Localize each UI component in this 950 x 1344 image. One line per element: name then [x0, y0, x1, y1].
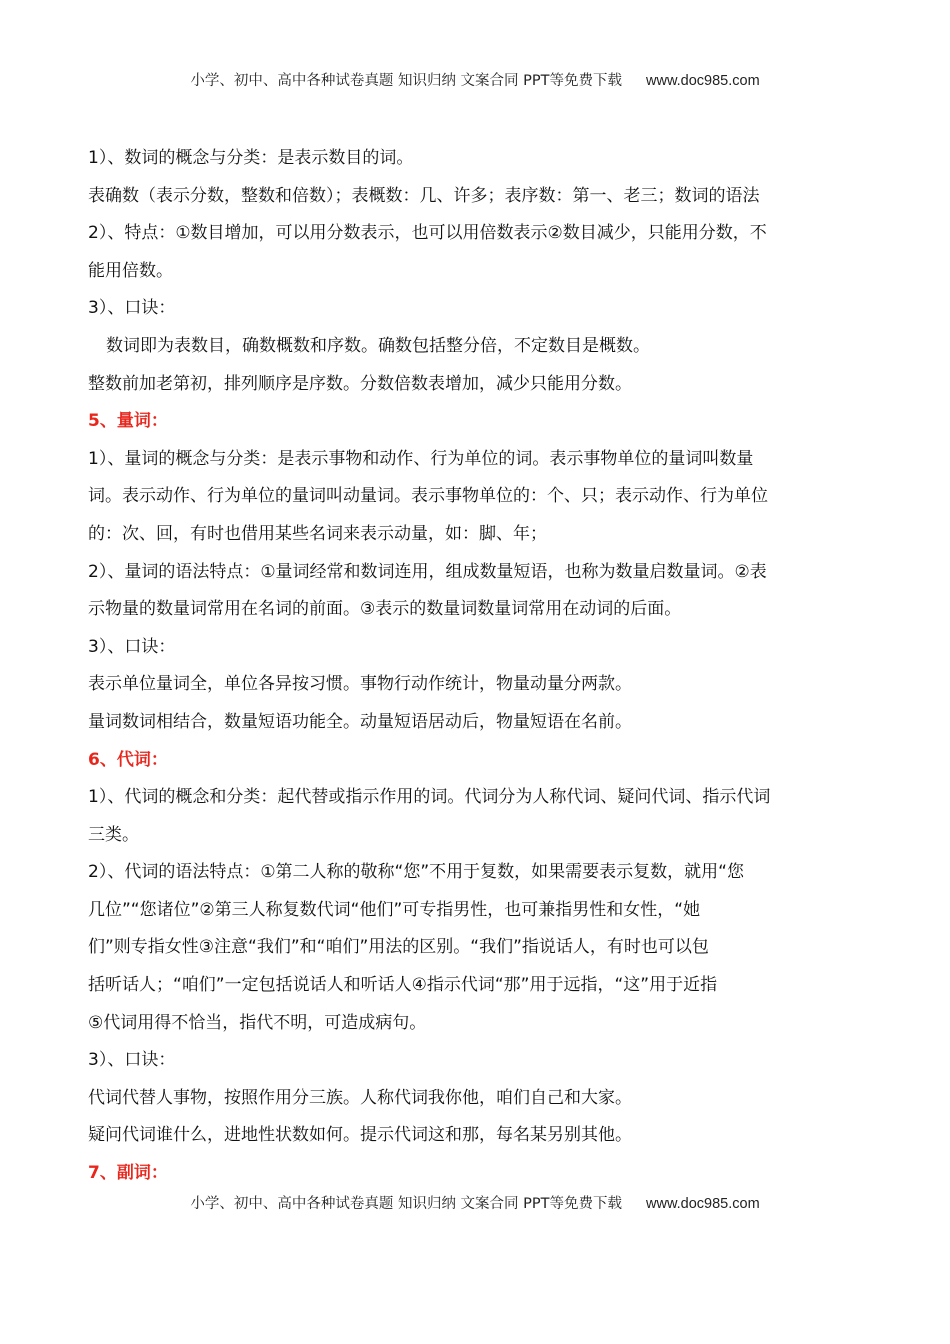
measure-mnemonic-line-1: 表示单位量词全，单位各异按习惯。事物行动作统计，物量动量分两款。: [88, 674, 632, 695]
measure-concept-line-2: 词。表示动作、行为单位的量词叫动量词。表示事物单位的：个、只；表示动作、行为单位: [88, 486, 768, 507]
footer-site-link[interactable]: www.doc985.com: [646, 1196, 760, 1212]
document-body: [88, 140, 864, 1193]
measure-concept-line-3: 的：次、回，有时也借用某些名词来表示动量，如：脚、年；: [88, 523, 547, 544]
header-text: 小学、初中、高中各种试卷真题 知识归纳 文案合同 PPT等免费下载: [190, 73, 623, 89]
pronoun-grammar-line-1: 2）、代词的语法特点：①第二人称的敬称“您”不用于复数，如果需要表示复数，就用“您: [88, 862, 744, 883]
measure-concept-line-1: 1）、量词的概念与分类：是表示事物和动作、行为单位的词。表示事物单位的量词叫数量: [88, 448, 754, 469]
numeral-features-line: 2）、特点：①数目增加，可以用分数表示，也可以用倍数表示②数目减少，只能用分数，不: [88, 223, 767, 244]
page-header: [0, 69, 950, 90]
measure-mnemonic-line-2: 量词数词相结合，数量短语功能全。动量短语居动后，物量短语在名前。: [88, 711, 632, 732]
section-heading-adverbs: 7、副词：: [88, 1163, 168, 1184]
numeral-types-line: 表确数（表示分数，整数和倍数）；表概数：几、许多；表序数：第一、老三；数词的语法: [88, 185, 760, 206]
page-footer: [0, 1192, 950, 1213]
section-heading-pronouns: 6、代词：: [88, 749, 168, 770]
numeral-mnemonic-line-1: 数词即为表数目，确数概数和序数。确数包括整分倍，不定数目是概数。: [106, 335, 650, 356]
pronoun-concept-line-1: 1）、代词的概念和分类：起代替或指示作用的词。代词分为人称代词、疑问代词、指示代词: [88, 787, 771, 808]
header-site-link[interactable]: www.doc985.com: [646, 73, 760, 89]
pronoun-mnemonic-line-1: 代词代替人事物，按照作用分三族。人称代词我你他，咱们自己和大家。: [88, 1087, 632, 1108]
numeral-features-line-cont: 能用倍数。: [88, 260, 173, 281]
measure-grammar-line-1: 2）、量词的语法特点：①量词经常和数词连用，组成数量短语，也称为数量启数量词。②表: [88, 561, 767, 582]
pronoun-concept-line-2: 三类。: [88, 824, 139, 845]
section-heading-measure-words: 5、量词：: [88, 411, 168, 432]
pronoun-grammar-line-2: 几位”“您诸位”②第三人称复数代词“他们”可专指男性，也可兼指男性和女性，“她: [88, 899, 701, 920]
pronoun-mnemonic-label: 3）、口诀：: [88, 1050, 176, 1071]
numeral-mnemonic-label: 3）、口诀：: [88, 298, 176, 319]
pronoun-grammar-line-3: 们”则专指女性③注意“我们”和“咱们”用法的区别。“我们”指说话人，有时也可以包: [88, 937, 709, 958]
numeral-concept-line: 1）、数词的概念与分类：是表示数目的词。: [88, 148, 414, 168]
pronoun-grammar-line-4: 括听话人；“咱们”一定包括说话人和听话人④指示代词“那”用于远指，“这”用于近指: [88, 975, 718, 996]
footer-text: 小学、初中、高中各种试卷真题 知识归纳 文案合同 PPT等免费下载: [190, 1196, 623, 1212]
numeral-mnemonic-line-2: 整数前加老第初，排列顺序是序数。分数倍数表增加，减少只能用分数。: [88, 373, 632, 394]
measure-mnemonic-label: 3）、口诀：: [88, 636, 176, 657]
measure-grammar-line-2: 示物量的数量词常用在名词的前面。③表示的数量词数量词常用在动词的后面。: [88, 599, 682, 620]
pronoun-grammar-line-5: ⑤代词用得不恰当，指代不明，可造成病句。: [88, 1012, 427, 1033]
pronoun-mnemonic-line-2: 疑问代词谁什么，进地性状数如何。提示代词这和那，每名某另别其他。: [88, 1125, 632, 1146]
